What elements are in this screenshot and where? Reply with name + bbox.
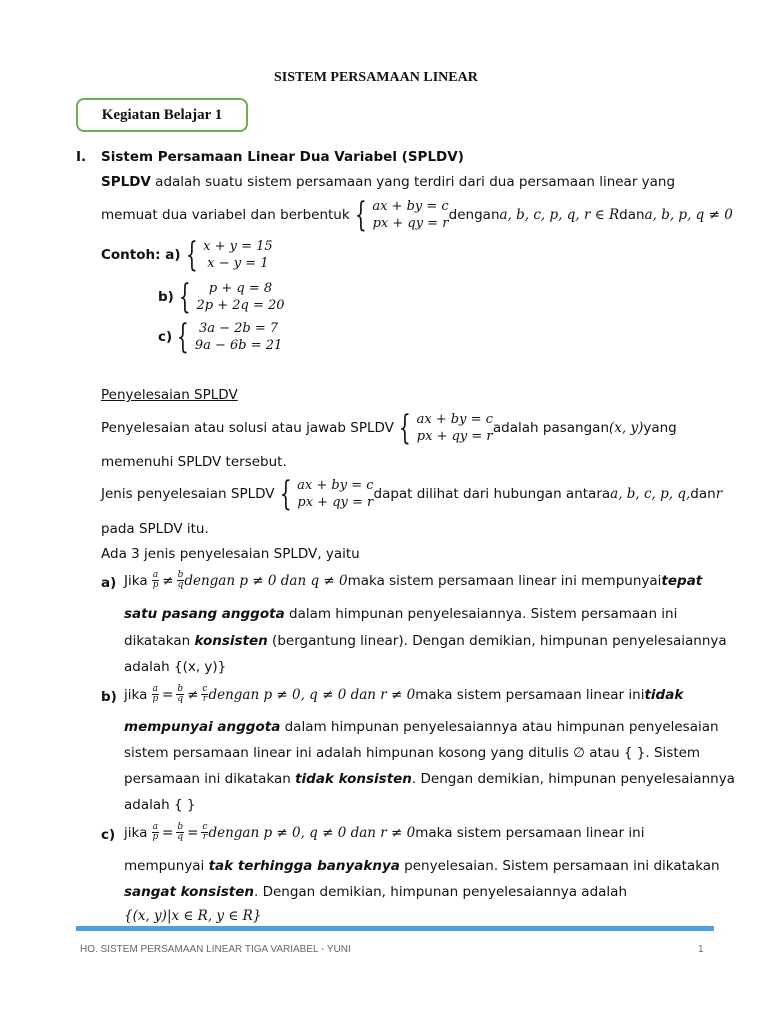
item-a-line-1: Jika $\frac{a}{p}$ ≠ $\frac{b}{q}$ dengan p ≠ 0 dan q ≠ 0 maka sistem persamaan linear ini mempunyai tepat [124,570,703,590]
item-b-line-2: mempunyai anggota dalam himpunan penyelesaiannya atau himpunan penyelesaian [124,719,719,735]
penyelesaian-p1: Penyelesaian atau solusi atau jawab SPLDV { ax + by = c px + qy = r adalah pasangan (x, y) yang [101,408,677,448]
footer-bar [76,926,714,931]
item-a-label: a) [101,575,117,591]
example-b: b) { p + q = 8 2p + 2q = 20 [158,277,285,317]
page-number: 1 [698,944,704,955]
item-b-label: b) [101,689,117,705]
penyelesaian-p1d: memenuhi SPLDV tersebut. [101,454,287,470]
item-c-line-3: sangat konsisten. Dengan demikian, himpunan penyelesaiannya adalah [124,884,628,900]
item-c-line-4: {(x, y)|x ∈ R, y ∈ R} [124,908,262,924]
item-c-line-1: jika $\frac{a}{p}$ = $\frac{b}{q}$ = $\frac{c}{r}$ dengan p ≠ 0, q ≠ 0 dan r ≠ 0 maka sistem persamaan linear ini [124,822,645,842]
definition-line-2: memuat dua variabel dan berbentuk { ax + by = c px + qy = r dengan a, b, c, p, q, r ∈ R dan a, b, p, q ≠ 0 [101,195,733,235]
item-a-line-4: adalah {(x, y)} [124,659,227,675]
item-b-line-1: jika $\frac{a}{p}$ = $\frac{b}{q}$ ≠ $\frac{c}{r}$ dengan p ≠ 0, q ≠ 0 dan r ≠ 0 maka sistem persamaan linear ini tidak [124,684,684,704]
footer-text: HO. SISTEM PERSAMAAN LINEAR TIGA VARIABEL - YUNI [80,944,351,955]
penyelesaian-p2c: pada SPLDV itu. [101,521,209,537]
definition-line-1: SPLDV adalah suatu sistem persamaan yang terdiri dari dua persamaan linear yang [101,174,676,190]
item-b-line-4: persamaan ini dikatakan tidak konsisten. Dengan demikian, himpunan penyelesaiannya [124,771,735,787]
item-b-line-3: sistem persamaan linear ini adalah himpunan kosong yang ditulis ∅ atau { }. Sistem [124,745,701,761]
penyelesaian-heading: Penyelesaian SPLDV [101,387,238,403]
section-number: I. [76,149,87,165]
example-c: c) { 3a − 2b = 7 9a − 6b = 21 [158,317,283,357]
item-a-line-3: dikatakan konsisten (bergantung linear). Dengan demikian, himpunan penyelesaiannya [124,633,727,649]
system-general: { ax + by = c px + qy = r [354,195,449,235]
section-heading: Sistem Persamaan Linear Dua Variabel (SPLDV) [101,149,464,165]
item-c-label: c) [101,827,116,843]
item-a-line-2: satu pasang anggota dalam himpunan penyelesaiannya. Sistem persamaan ini [124,606,678,622]
penyelesaian-p2: Jenis penyelesaian SPLDV { ax + by = c px + qy = r dapat dilihat dari hubungan antara a, b, c, p, q, dan r [101,474,723,514]
example-a: Contoh: a) { x + y = 15 x − y = 1 [101,235,273,275]
page-title: SISTEM PERSAMAAN LINEAR [274,70,478,85]
penyelesaian-p3: Ada 3 jenis penyelesaian SPLDV, yaitu [101,546,360,562]
kegiatan-box: Kegiatan Belajar 1 [76,98,248,132]
item-c-line-2: mempunyai tak terhingga banyaknya penyelesaian. Sistem persamaan ini dikatakan [124,858,720,874]
item-b-line-5: adalah { } [124,797,196,813]
